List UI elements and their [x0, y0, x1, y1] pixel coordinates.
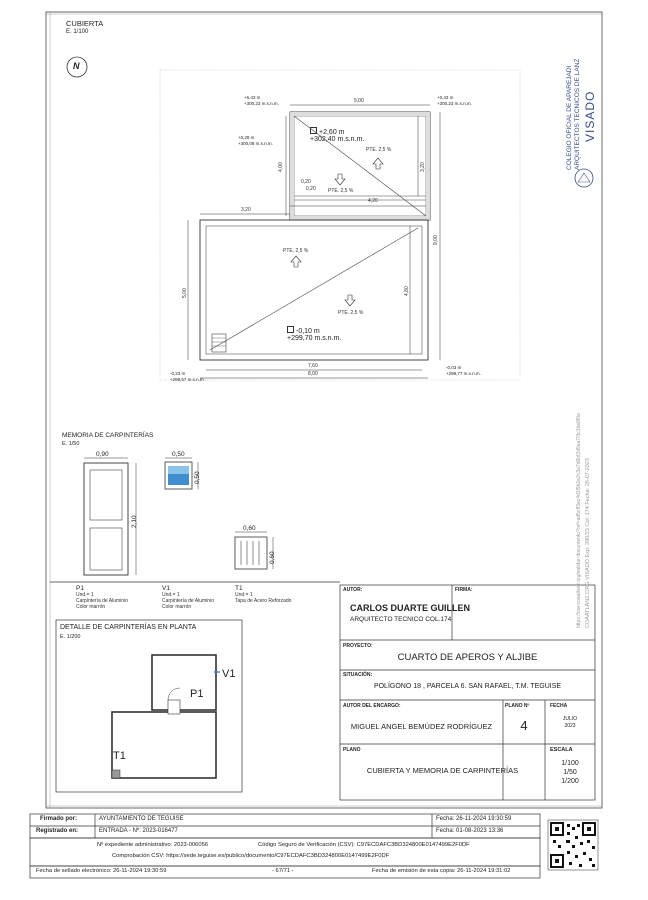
door-desc1: Carpintería de Aluminio [76, 598, 128, 604]
door-desc2: Color marrón [76, 604, 106, 610]
autor-name: CARLOS DUARTE GUILLEN [350, 603, 470, 613]
autor-label: AUTOR: [343, 587, 363, 593]
door-caption [76, 586, 128, 610]
door-code: P1 [76, 585, 84, 592]
corner-br-m: -0,03 m [446, 365, 462, 370]
corner-br-snm: +299,77 m.s.n.m. [446, 371, 481, 376]
fecha-year: 2023 [564, 723, 576, 729]
corner-tl-snm: +300,23 m.s.n.m. [244, 101, 279, 106]
dim-upper-height: 4,00 [278, 162, 284, 172]
situacion-label: SITUACIÓN: [343, 672, 373, 678]
carpentry-scale: E. 1/50 [62, 441, 80, 447]
corner-ml-snm: +300,08 m.s.n.m. [238, 141, 273, 146]
registrado-label: Registrado en: [36, 828, 79, 834]
detail-p1: P1 [190, 688, 204, 700]
stamp-line1: COLEGIO OFICIAL DE APAREJADI [566, 65, 573, 170]
slope-label: PTE. 2,5 % [338, 310, 364, 316]
detail-plan [112, 655, 220, 778]
sellado-fecha: Fecha de sellado electrónico: 26-11-2024 19:30:59 [36, 868, 167, 874]
window-code: V1 [162, 585, 170, 592]
corner-tr-snm: +300,23 m.s.n.m. [437, 101, 472, 106]
situacion-value: POLÍGONO 18 , PARCELA 6. SAN RAFAEL, T.M. TEGUISE [373, 683, 562, 690]
window-desc1: Carpintería de Aluminio [162, 598, 214, 604]
registrado-value: ENTRADA - Nº: 2023-016477 [99, 828, 178, 834]
window-caption [162, 586, 214, 610]
encargo-label: AUTOR DEL ENCARGO: [343, 703, 401, 709]
detail-scale: E. 1/200 [60, 634, 81, 640]
hatch-code: T1 [235, 585, 243, 592]
hatch-elevation [235, 532, 273, 569]
stamp-line2: ARQUITECTOS TECNICOS DE LANZ [574, 58, 581, 170]
plano-n-value: 4 [520, 718, 528, 733]
firmado-value: AYUNTAMIENTO DE TEGUISE [99, 816, 184, 822]
encargo-value: MIGUEL ANGEL BEMÚDEZ RODRÍGUEZ [350, 722, 493, 731]
firmado-label: Firmado por: [40, 816, 77, 822]
escala-value: 1/100 [561, 760, 579, 767]
window-units: Und.= 1 [162, 592, 180, 598]
fecha-label: FECHA [550, 703, 568, 709]
dim-small-a: 0,20 [301, 179, 311, 185]
window-height: 0,50 [194, 471, 201, 484]
firma-label: FIRMA: [455, 587, 473, 593]
dim-right-total: 9,00 [433, 235, 439, 245]
door-height: 2,10 [131, 515, 138, 528]
escala-value: 1/50 [563, 769, 577, 776]
autor-role: ARQUITECTO TECNICO COL.174 [350, 616, 452, 623]
detail-title: DETALLE DE CARPINTERÍAS EN PLANTA [60, 624, 197, 631]
hatch-height: 0,60 [269, 551, 276, 564]
corner-ml-m: +0,28 m [238, 135, 255, 140]
sheet-scale: E. 1/100 [66, 29, 89, 35]
firmado-fecha: Fecha: 26-11-2024 19:30:59 [436, 816, 512, 822]
dim-top-width: 5,00 [354, 98, 364, 104]
page-number: - 67/71 - [272, 868, 294, 874]
plano-n-label: PLANO Nº [505, 703, 530, 709]
corner-tr-m: +0,43 m [437, 95, 454, 100]
dim-small-b: 0,20 [306, 186, 316, 192]
slope-label: PTE. 2,5 % [283, 248, 309, 254]
level-marker-icon [287, 326, 294, 333]
elev-lower-snm: +299,70 m.s.n.m. [287, 335, 342, 342]
north-label: N [73, 61, 80, 71]
window-desc2: Color marrón [162, 604, 192, 610]
dim-inner-bottom: 7,60 [308, 363, 318, 369]
stamp-emblem-icon [575, 169, 593, 187]
emision-fecha: Fecha de emisión de esta copia: 26-11-2024 19:31:02 [372, 868, 511, 874]
door-elevation [84, 458, 136, 575]
proyecto-value: CUARTO DE APEROS Y ALJIBE [397, 652, 538, 663]
carpentry-title: MEMORIA DE CARPINTERÍAS [62, 432, 154, 439]
dim-step-left: 3,20 [241, 207, 251, 213]
elev-upper-m: +2,60 m [310, 127, 345, 136]
dim-upper-height-right: 3,20 [420, 162, 426, 172]
elev-upper-snm: +302,40 m.s.n.m. [310, 136, 365, 143]
dim-right-height: 4,80 [404, 286, 410, 296]
window-width: 0,50 [172, 451, 185, 458]
registrado-fecha: Fecha: 01-08-2023 13:36 [436, 828, 504, 834]
fecha-month: JULIO [562, 716, 578, 722]
door-width: 0,90 [96, 451, 109, 458]
expediente: Nº expediente administrativo: 2023-006056 [97, 842, 209, 848]
sheet-title: CUBIERTA [66, 19, 104, 28]
elev-lower-m: -0,10 m [287, 326, 320, 335]
dim-mid-width: 4,20 [368, 198, 378, 204]
plano-label: PLANO [343, 747, 361, 753]
detail-t1: T1 [113, 750, 126, 762]
proyecto-label: PROYECTO: [343, 643, 373, 649]
slope-label: PTE. 2,5 % [366, 147, 392, 153]
corner-tl-m: +6,43 m [244, 95, 261, 100]
plano-value: CUBIERTA Y MEMORIA DE CARPINTERÍAS [366, 766, 519, 775]
stamp-side-visado: COAATLANZ.ORG VISADO Exp: 280/23 Col: 174 Fecha: 28-07-2023 [585, 458, 591, 628]
detail-v1: V1 [222, 668, 236, 680]
comprobacion-link[interactable]: Comprobación CSV: https://sede.teguise.es/publico/documento/C97ECDAFC3BD324800E0147499E2F0DF [112, 853, 390, 859]
stamp-visado: VISADO [583, 90, 597, 142]
level-marker-icon [310, 127, 317, 134]
hatch-units: Und.= 1 [235, 592, 253, 598]
qr-code-icon [548, 820, 598, 870]
corner-bl-snm: +299,57 m.s.n.m. [170, 377, 205, 382]
hatch-desc1: Tapa de Acero Reforzado [235, 598, 292, 604]
stamp-side-url: https://csv.coaatlanz.org/validar-documento?ref=ad5cff3ac4d1f9b1e2c3a7d6bf2d9ea7f3c1be8f0a [576, 413, 582, 628]
corner-bl-m: -0,23 m [170, 371, 186, 376]
slope-label: PTE. 2,5 % [328, 188, 354, 194]
door-units: Und.= 1 [76, 592, 94, 598]
hatch-caption [235, 586, 291, 604]
dim-outer-bottom: 8,00 [308, 371, 318, 377]
escala-label: ESCALA [550, 747, 573, 753]
csv-code: Código Seguro de Verificación (CSV): C97ECDAFC3BD324800E0147499E2F0DF [258, 842, 470, 848]
hatch-width: 0,60 [243, 525, 256, 532]
dim-left-height: 5,00 [182, 288, 188, 298]
escala-value: 1/200 [561, 778, 579, 785]
